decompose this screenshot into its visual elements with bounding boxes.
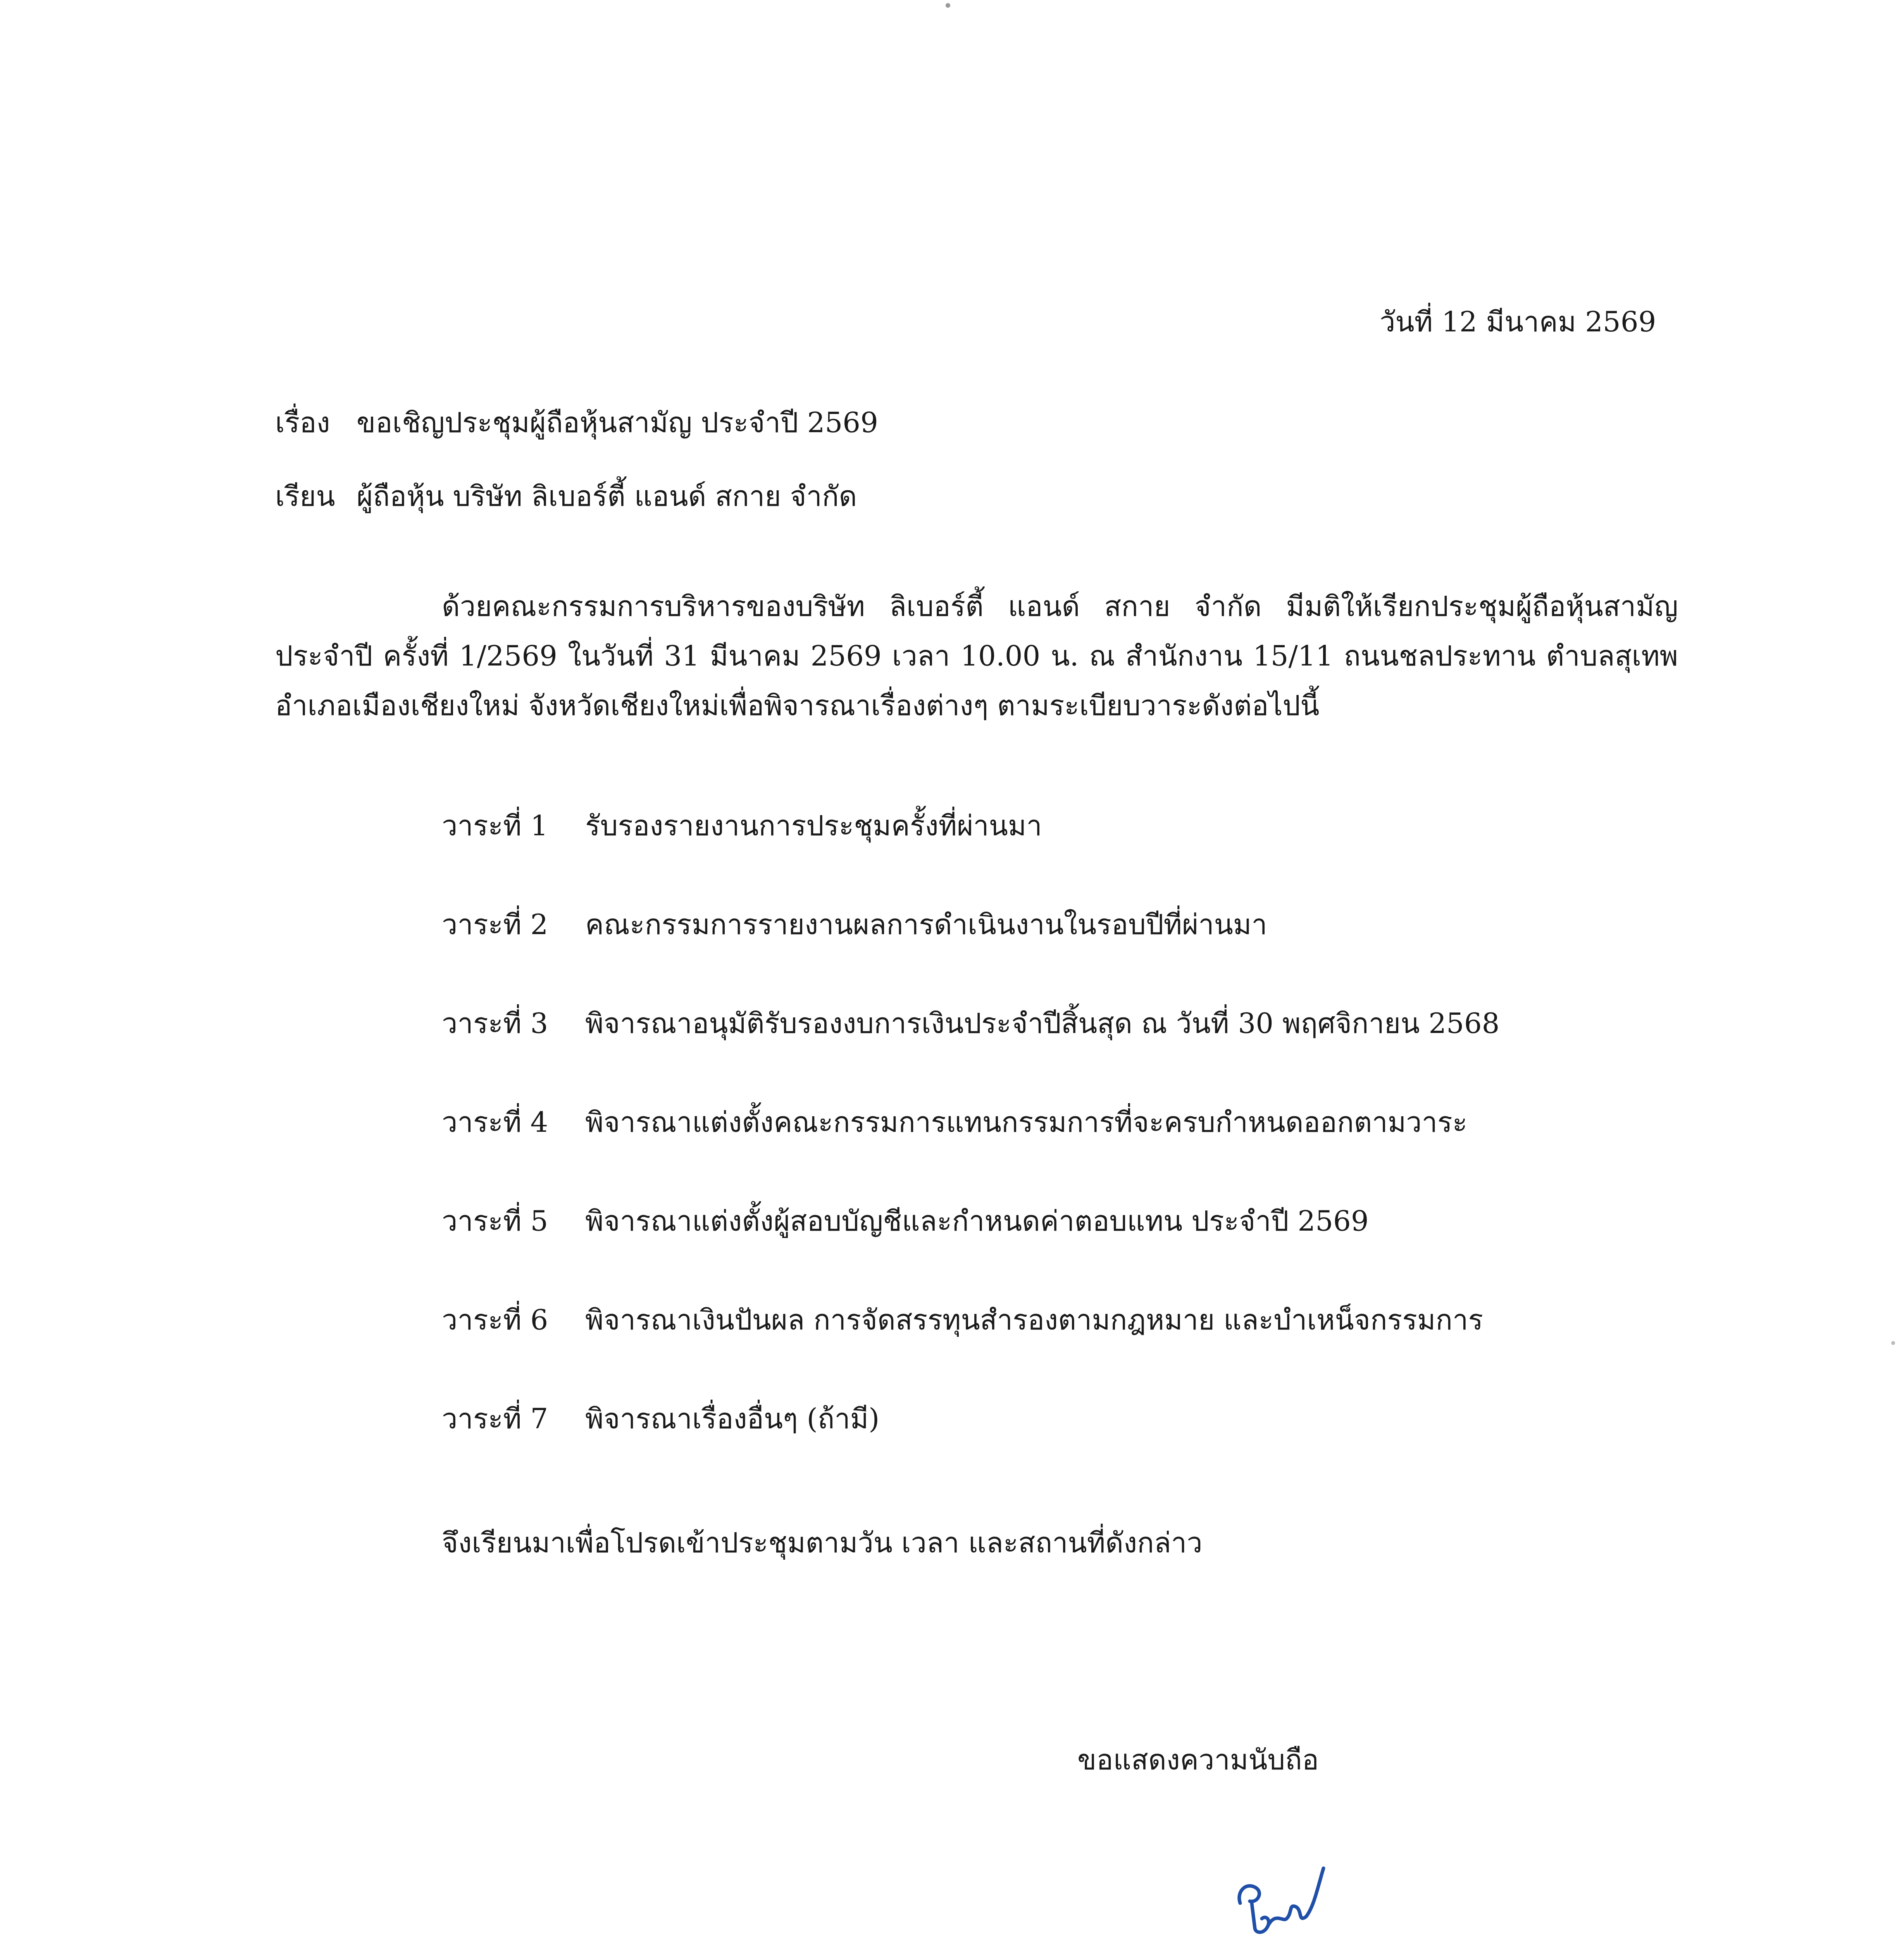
agenda-item-2 bbox=[442, 905, 1267, 944]
agenda-text: พิจารณาอนุมัติรับรองงบการเงินประจำปีสิ้นสุด ณ วันที่ 30 พฤศจิกายน 2568 bbox=[585, 1007, 1500, 1040]
recipient-text: ผู้ถือหุ้น บริษัท ลิเบอร์ตี้ แอนด์ สกาย จำกัด bbox=[357, 480, 857, 512]
agenda-text: พิจารณาเรื่องอื่นๆ (ถ้ามี) bbox=[585, 1402, 880, 1435]
agenda-item-3 bbox=[442, 1004, 1499, 1043]
body-paragraph: ด้วยคณะกรรมการบริหารของบริษัท ลิเบอร์ตี้ แอนด์ สกาย จำกัด มีมติให้เรียกประชุมผู้ถือหุ้นสามัญประจำปี ครั้งที่ 1/2569 ในวันที่ 31 มีนาคม 2569 เวลา 10.00 น. ณ สำนักงาน 15/11 ถนนชลประทาน ตำบลสุเทพ อำเภอเมืองเชียงใหม่ จังหวัดเชียงใหม่เพื่อพิจารณาเรื่องต่างๆ ตามระเบียบวาระดังต่อไปนี้ bbox=[275, 590, 1678, 722]
subject-text: ขอเชิญประชุมผู้ถือหุ้นสามัญ ประจำปี 2569 bbox=[357, 406, 878, 439]
agenda-label: วาระที่ 5 bbox=[442, 1205, 548, 1237]
agenda-item-1 bbox=[442, 806, 1042, 845]
signature-stroke bbox=[1239, 1868, 1323, 1932]
agenda-label: วาระที่ 3 bbox=[442, 1007, 548, 1040]
agenda-text: คณะกรรมการรายงานผลการดำเนินงานในรอบปีที่ผ่านมา bbox=[585, 908, 1267, 941]
agenda-text: รับรองรายงานการประชุมครั้งที่ผ่านมา bbox=[585, 809, 1042, 842]
agenda-item-4 bbox=[442, 1103, 1467, 1141]
agenda-label: วาระที่ 4 bbox=[442, 1106, 548, 1138]
agenda-label: วาระที่ 7 bbox=[442, 1402, 548, 1435]
regards-text: ขอแสดงความนับถือ bbox=[1077, 1743, 1319, 1776]
handwritten-signature bbox=[1225, 1845, 1333, 1938]
subject-label: เรื่อง bbox=[275, 406, 330, 439]
closing-sentence: จึงเรียนมาเพื่อโปรดเข้าประชุมตามวัน เวลา และสถานที่ดังกล่าว bbox=[442, 1526, 1203, 1559]
letter-date: วันที่ 12 มีนาคม 2569 bbox=[1380, 305, 1656, 338]
agenda-item-7 bbox=[442, 1399, 879, 1438]
paper-speck bbox=[946, 3, 950, 8]
agenda-item-6 bbox=[442, 1300, 1483, 1339]
agenda-item-5 bbox=[442, 1202, 1369, 1240]
agenda-text: พิจารณาแต่งตั้งผู้สอบบัญชีและกำหนดค่าตอบแทน ประจำปี 2569 bbox=[585, 1205, 1369, 1237]
paper-speck bbox=[1891, 1341, 1895, 1345]
agenda-text: พิจารณาแต่งตั้งคณะกรรมการแทนกรรมการที่จะครบกำหนดออกตามวาระ bbox=[585, 1106, 1468, 1138]
agenda-label: วาระที่ 1 bbox=[442, 809, 548, 842]
recipient-label: เรียน bbox=[275, 480, 335, 512]
agenda-text: พิจารณาเงินปันผล การจัดสรรทุนสำรองตามกฎหมาย และบำเหน็จกรรมการ bbox=[585, 1303, 1484, 1336]
agenda-label: วาระที่ 6 bbox=[442, 1303, 548, 1336]
agenda-label: วาระที่ 2 bbox=[442, 908, 548, 941]
